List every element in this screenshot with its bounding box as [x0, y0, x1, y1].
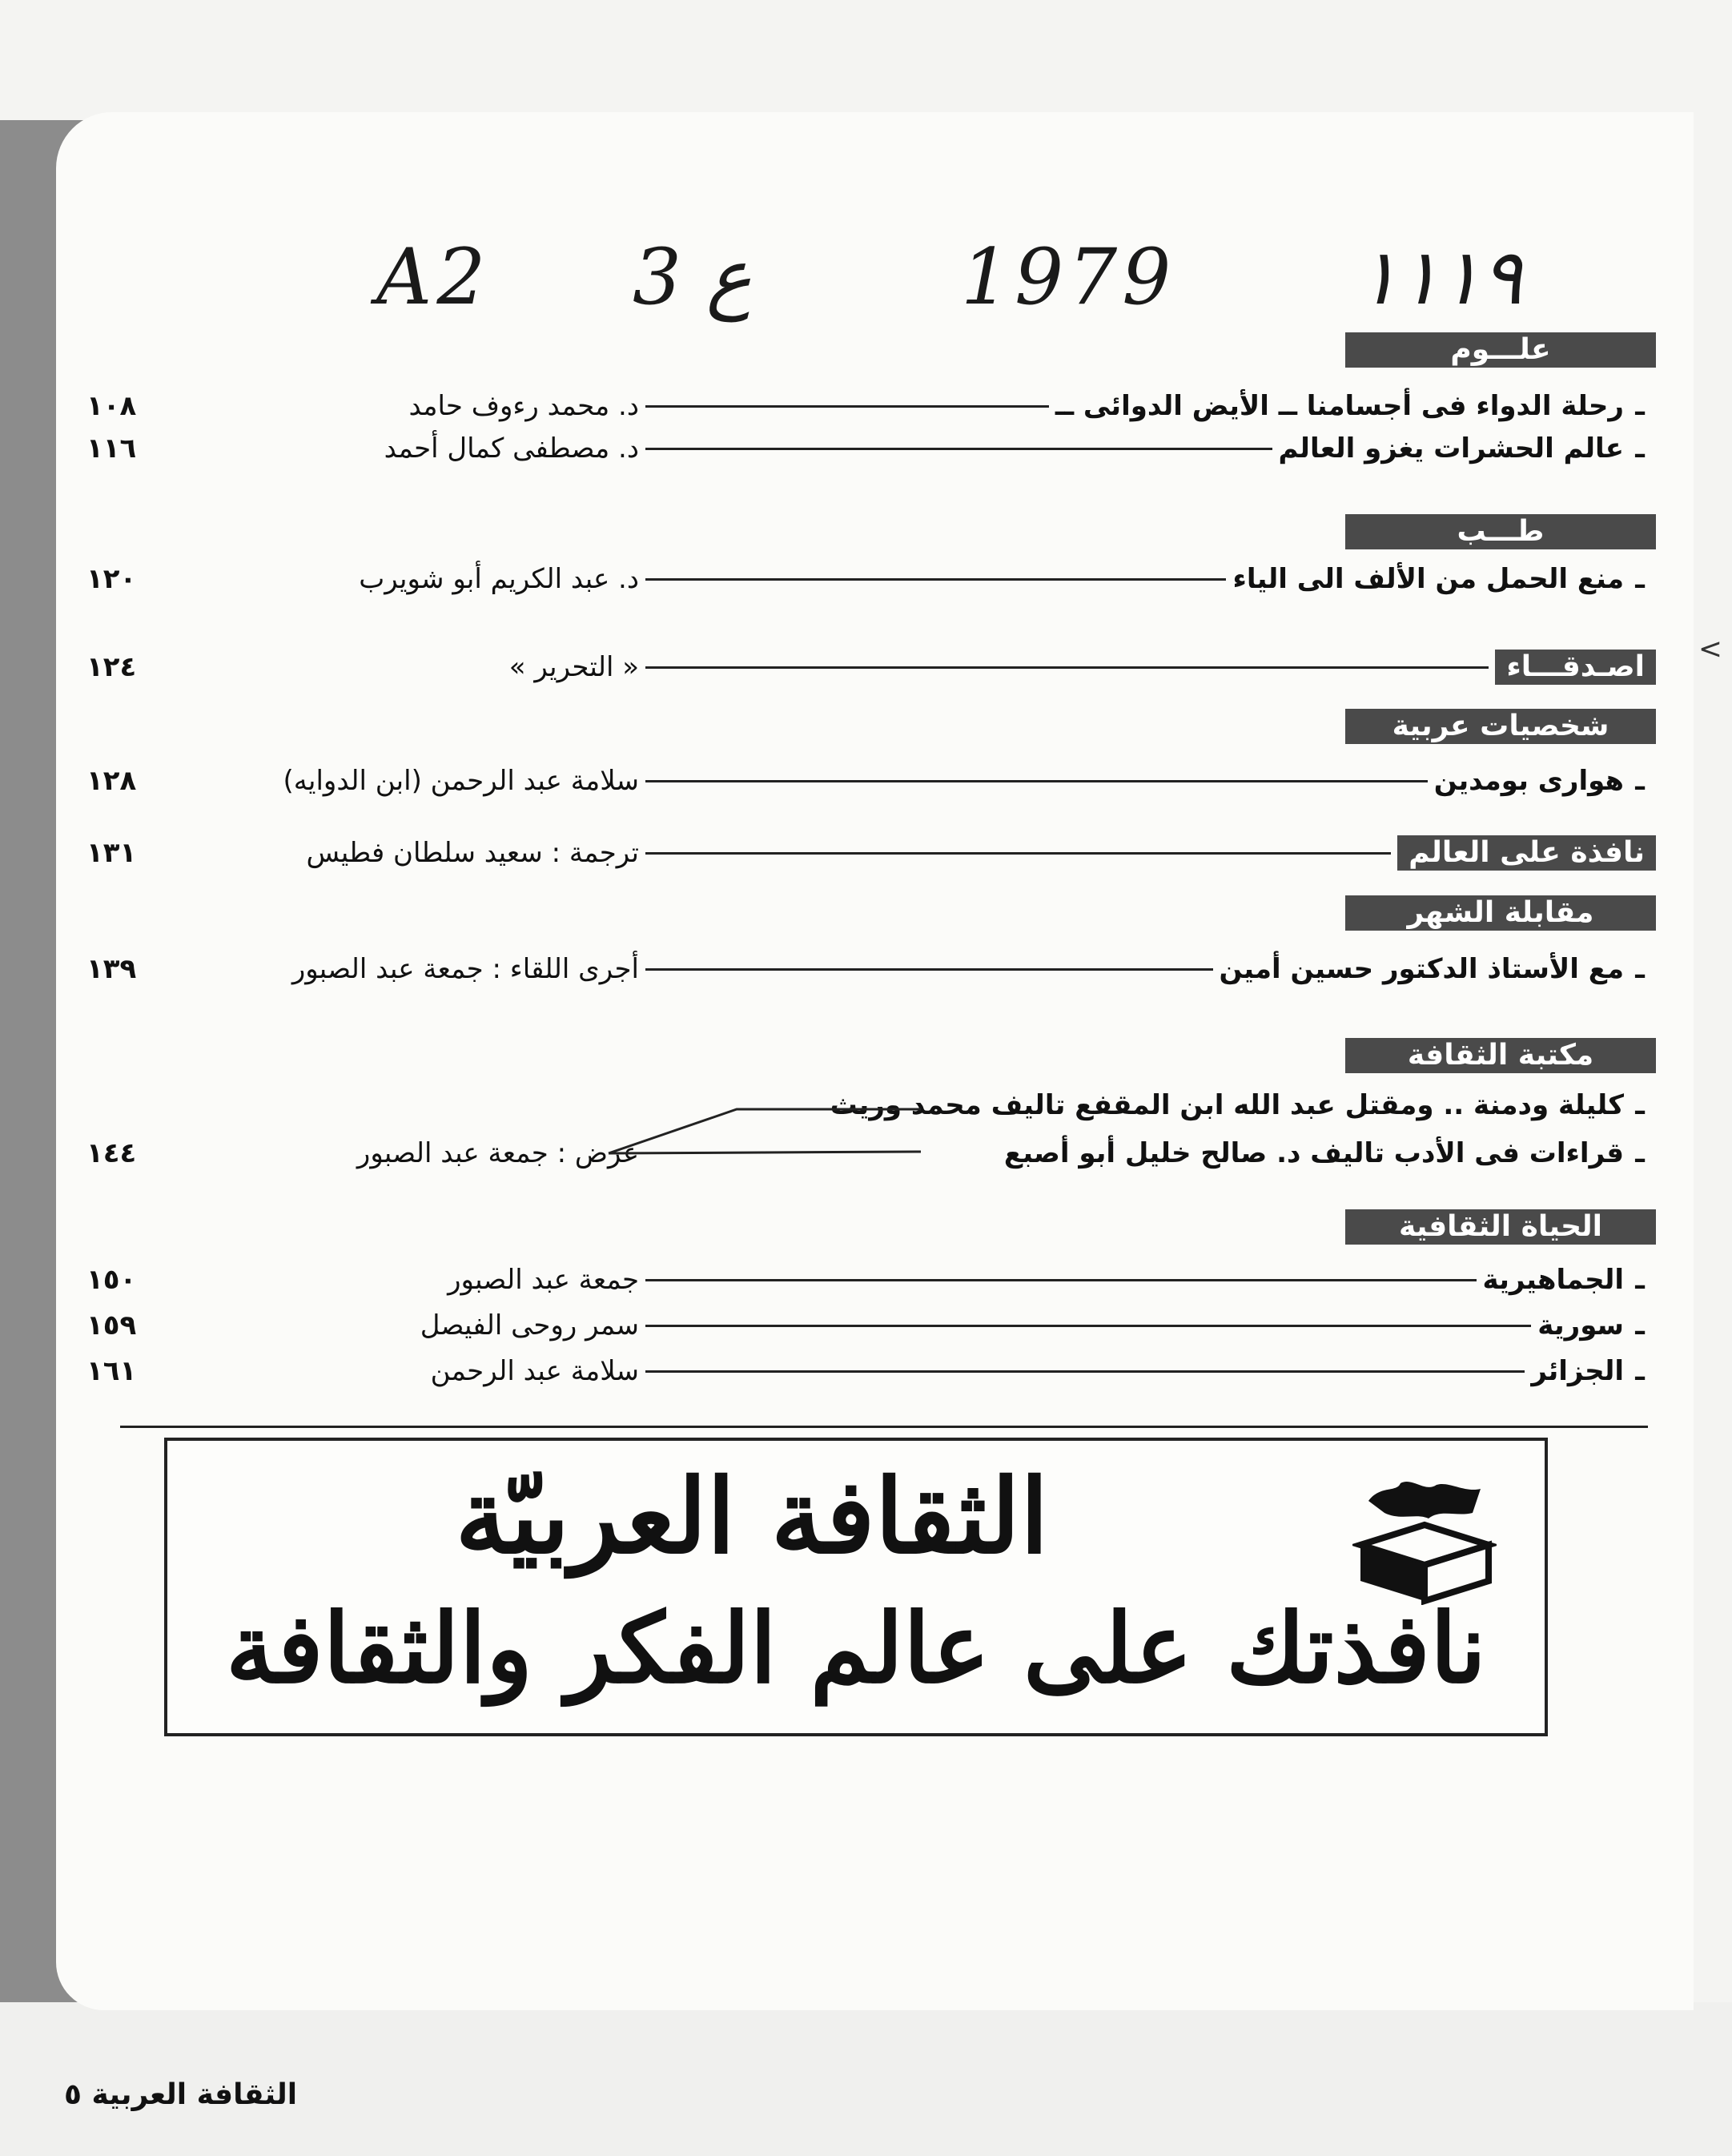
row-dash: ـ	[1635, 1355, 1645, 1387]
row-dash: ـ	[1635, 953, 1645, 985]
toc-title: مع الأستاذ الدكتور حسين أمين	[1219, 953, 1624, 985]
toc-author: سلامة عبد الرحمن (ابن الدوايه)	[283, 765, 639, 797]
toc-page-number: ١١٦	[86, 432, 137, 465]
handwritten-number: ١١١٩	[1357, 232, 1523, 322]
toc-page-number: ١٦١	[86, 1355, 137, 1387]
leader-line	[645, 852, 1391, 855]
leader-line	[645, 1325, 1531, 1327]
leader-line	[645, 666, 1489, 669]
banner-slogan: نافذتك على عالم الفكر والثقافة	[225, 1592, 1486, 1705]
toc-page-number: ١٢٨	[86, 765, 137, 797]
toc-author: عرض : جمعة عبد الصبور	[356, 1137, 639, 1169]
toc-author: د. محمد رءوف حامد	[408, 390, 639, 422]
toc-row[interactable]	[86, 757, 1656, 805]
leader-line	[645, 448, 1272, 450]
toc-title: الجزائر	[1531, 1355, 1624, 1387]
toc-author: ترجمة : سعيد سلطان فطيس	[306, 837, 639, 869]
leader-line	[645, 1279, 1477, 1281]
section-label-medicine: طـــب	[1345, 514, 1656, 549]
edge-mark: <	[1698, 633, 1722, 666]
map-book-icon	[1352, 1469, 1497, 1605]
toc-row[interactable]	[86, 555, 1656, 603]
section-label-window-on-world: نافذة على العالم	[1397, 835, 1656, 871]
row-dash: ـ	[1635, 390, 1645, 422]
section-label-library: مكتبة الثقافة	[1345, 1038, 1656, 1073]
leader-line	[645, 578, 1226, 581]
toc-row[interactable]	[86, 1301, 1656, 1350]
toc-author: « التحرير »	[508, 651, 639, 683]
toc-title: رحلة الدواء فى أجسامنا ــ الأيض الدوائى ــ	[1055, 390, 1624, 422]
separator-line	[120, 1426, 1648, 1428]
toc-author: د. مصطفى كمال أحمد	[384, 432, 639, 465]
toc-page-number: ١٠٨	[86, 390, 137, 422]
banner-title: الثقافة العربيّة	[455, 1457, 1049, 1577]
leader-line	[645, 405, 1049, 408]
toc-row[interactable]	[86, 945, 1656, 993]
handwritten-a2: A2	[376, 232, 491, 322]
toc-author: جمعة عبد الصبور	[448, 1264, 639, 1296]
toc-title: منع الحمل من الألف الى الياء	[1232, 563, 1624, 595]
leader-line	[645, 968, 1213, 971]
row-dash: ـ	[1635, 1137, 1645, 1169]
toc-row[interactable]	[86, 643, 1656, 691]
toc-author: أجرى اللقاء : جمعة عبد الصبور	[291, 953, 639, 985]
toc-author: سلامة عبد الرحمن	[430, 1355, 639, 1387]
page-edge-top	[0, 0, 1732, 120]
toc-row[interactable]	[86, 1347, 1656, 1395]
section-label-cultural-life: الحياة الثقافية	[1345, 1209, 1656, 1245]
page-footer: الثقافة العربية ٥	[64, 2078, 298, 2111]
section-label-arab-personalities: شخصيات عربية	[1345, 709, 1656, 744]
toc-row[interactable]	[86, 1256, 1656, 1304]
row-dash: ـ	[1635, 765, 1645, 797]
magazine-banner	[164, 1438, 1548, 1736]
toc-title: عالم الحشرات يغزو العالم	[1278, 432, 1624, 465]
toc-page-number: ١٣٩	[86, 953, 137, 985]
toc-title: سورية	[1537, 1309, 1624, 1341]
toc-row[interactable]	[86, 382, 1656, 430]
toc-title: كليلة ودمنة .. ومقتل عبد الله ابن المقفع تاليف محمد وريث	[830, 1089, 1624, 1121]
leader-line	[645, 1370, 1525, 1373]
leader-line	[645, 780, 1428, 782]
toc-page-number: ١٤٤	[86, 1137, 137, 1169]
toc-row[interactable]	[86, 829, 1656, 877]
section-label-friends: اصـدقـــاء	[1495, 650, 1656, 685]
handwritten-issue: 3 ع	[633, 232, 752, 322]
section-label-interview: مقابلة الشهر	[1345, 895, 1656, 931]
toc-title: هوارى بومدين	[1433, 765, 1624, 797]
row-dash: ـ	[1635, 1089, 1645, 1121]
toc-row[interactable]	[86, 424, 1656, 473]
bracket-connector	[593, 1097, 929, 1177]
toc-title: الجماهيرية	[1482, 1264, 1624, 1296]
section-label-science: علـــوم	[1345, 332, 1656, 368]
toc-title: قراءات فى الأدب تاليف د. صالح خليل أبو أصبع	[1003, 1137, 1624, 1169]
toc-row[interactable]	[830, 1084, 1656, 1126]
toc-page-number: ١٥٩	[86, 1309, 137, 1341]
toc-author: د. عبد الكريم أبو شويرب	[359, 563, 639, 595]
row-dash: ـ	[1635, 1309, 1645, 1341]
toc-page-number: ١٣١	[86, 837, 137, 869]
toc-page-number: ١٢٤	[86, 651, 137, 683]
row-dash: ـ	[1635, 563, 1645, 595]
toc-page-number: ١٥٠	[86, 1264, 137, 1296]
row-dash: ـ	[1635, 1264, 1645, 1296]
toc-author: سمر روحى الفيصل	[420, 1309, 639, 1341]
handwritten-year: 1979	[961, 232, 1176, 322]
toc-page-number: ١٢٠	[86, 563, 137, 595]
row-dash: ـ	[1635, 432, 1645, 465]
